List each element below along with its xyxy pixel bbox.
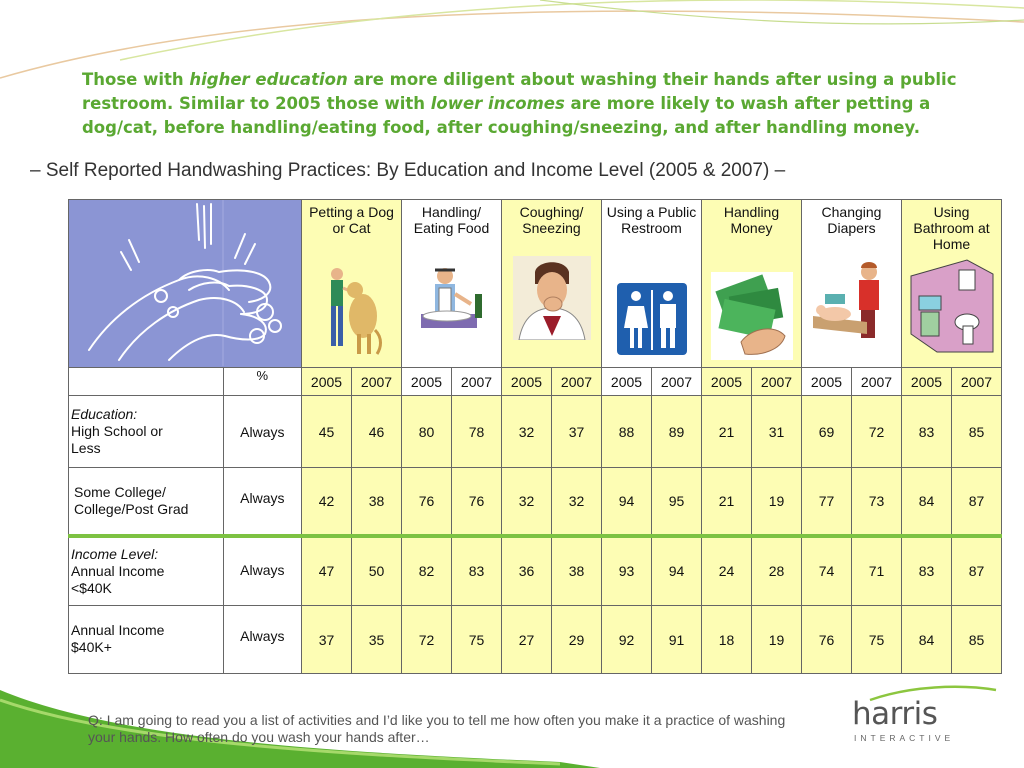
year-label: 2007 bbox=[652, 368, 702, 396]
year-label: 2007 bbox=[952, 368, 1002, 396]
value-cell: 74 bbox=[802, 536, 852, 606]
food-handling-icon bbox=[417, 264, 487, 336]
year-label: 2005 bbox=[402, 368, 452, 396]
year-label: 2007 bbox=[852, 368, 902, 396]
column-title: Handling/ Eating Food bbox=[413, 204, 490, 236]
value-cell: 75 bbox=[452, 606, 502, 674]
row-label bbox=[69, 606, 224, 674]
value-cell: 42 bbox=[302, 468, 352, 536]
year-label: 2007 bbox=[752, 368, 802, 396]
measure-label: Always bbox=[223, 536, 301, 606]
home-bathroom-icon bbox=[907, 256, 997, 356]
table-row bbox=[69, 536, 1002, 606]
value-cell: 38 bbox=[552, 536, 602, 606]
column-header-petting bbox=[302, 200, 402, 368]
value-cell: 31 bbox=[752, 396, 802, 468]
group-label: Education: bbox=[71, 406, 138, 422]
value-cell: 72 bbox=[402, 606, 452, 674]
value-cell: 95 bbox=[652, 468, 702, 536]
washing-hands-icon bbox=[69, 200, 301, 366]
value-cell: 19 bbox=[752, 606, 802, 674]
value-cell: 27 bbox=[502, 606, 552, 674]
value-cell: 83 bbox=[902, 396, 952, 468]
value-cell: 36 bbox=[502, 536, 552, 606]
value-cell: 89 bbox=[652, 396, 702, 468]
year-label: 2005 bbox=[302, 368, 352, 396]
value-cell: 69 bbox=[802, 396, 852, 468]
value-cell: 21 bbox=[702, 396, 752, 468]
value-cell: 29 bbox=[552, 606, 602, 674]
row-label bbox=[69, 396, 224, 468]
value-cell: 78 bbox=[452, 396, 502, 468]
value-cell: 35 bbox=[352, 606, 402, 674]
value-cell: 71 bbox=[852, 536, 902, 606]
column-title: Using Bathroom at Home bbox=[913, 204, 990, 252]
value-cell: 37 bbox=[552, 396, 602, 468]
column-title: Using a Public Restroom bbox=[606, 204, 697, 236]
handwashing-illustration-panel bbox=[69, 200, 302, 368]
harris-logo bbox=[850, 688, 1000, 748]
value-cell: 91 bbox=[652, 606, 702, 674]
restroom-sign-icon bbox=[616, 282, 688, 356]
value-cell: 83 bbox=[902, 536, 952, 606]
value-cell: 19 bbox=[752, 468, 802, 536]
column-title: Changing Diapers bbox=[821, 204, 882, 236]
row-label bbox=[69, 536, 224, 606]
table-row bbox=[69, 606, 1002, 674]
year-label: 2005 bbox=[902, 368, 952, 396]
value-cell: 18 bbox=[702, 606, 752, 674]
value-cell: 82 bbox=[402, 536, 452, 606]
row-label-text: Some College/ College/Post Grad bbox=[74, 483, 189, 517]
measure-label: Always bbox=[223, 606, 301, 674]
value-cell: 46 bbox=[352, 396, 402, 468]
table-row bbox=[69, 468, 1002, 536]
table-subtitle: – Self Reported Handwashing Practices: By Education and Income Level (2005 & 2007) – bbox=[30, 160, 786, 181]
measure-label: Always bbox=[223, 396, 301, 468]
group-label: Income Level: bbox=[71, 545, 159, 562]
value-cell: 38 bbox=[352, 468, 402, 536]
measure-label: Always bbox=[223, 468, 301, 536]
year-label: 2007 bbox=[552, 368, 602, 396]
money-in-hand-icon bbox=[711, 272, 793, 360]
row-label-text: Annual Income <$40K bbox=[71, 562, 165, 596]
value-cell: 80 bbox=[402, 396, 452, 468]
percent-label: % bbox=[223, 368, 301, 396]
year-label: 2005 bbox=[502, 368, 552, 396]
value-cell: 32 bbox=[502, 396, 552, 468]
row-label-text: Annual Income $40K+ bbox=[71, 622, 165, 655]
value-cell: 93 bbox=[602, 536, 652, 606]
year-label: 2005 bbox=[702, 368, 752, 396]
value-cell: 94 bbox=[602, 468, 652, 536]
value-cell: 75 bbox=[852, 606, 902, 674]
value-cell: 73 bbox=[852, 468, 902, 536]
column-header-home-bathroom bbox=[902, 200, 1002, 368]
year-label: 2005 bbox=[802, 368, 852, 396]
year-row bbox=[69, 368, 1002, 396]
value-cell: 47 bbox=[302, 536, 352, 606]
value-cell: 84 bbox=[902, 606, 952, 674]
column-header-money bbox=[702, 200, 802, 368]
dog-petting-icon bbox=[317, 264, 387, 362]
value-cell: 85 bbox=[952, 606, 1002, 674]
value-cell: 72 bbox=[852, 396, 902, 468]
value-cell: 84 bbox=[902, 468, 952, 536]
column-header-restroom bbox=[602, 200, 702, 368]
column-header-diapers bbox=[802, 200, 902, 368]
value-cell: 50 bbox=[352, 536, 402, 606]
row-label-blank bbox=[69, 368, 224, 396]
diaper-changing-icon bbox=[807, 256, 897, 340]
year-label: 2007 bbox=[352, 368, 402, 396]
survey-question: Q: I am going to read you a list of activities and I’d like you to tell me how often you make it a practice of washing your hands. How often do you wash your hands after… bbox=[88, 712, 786, 745]
coughing-man-icon bbox=[513, 256, 591, 340]
handwashing-table bbox=[68, 199, 1002, 674]
value-cell: 28 bbox=[752, 536, 802, 606]
value-cell: 37 bbox=[302, 606, 352, 674]
column-title: Coughing/ Sneezing bbox=[519, 204, 584, 236]
value-cell: 87 bbox=[952, 536, 1002, 606]
headline: Those with higher education are more diligent about washing their hands after using a public restroom. Similar to 2005 those with lower incomes are more likely to wash after petting a dog/cat, before handling/eating food, after coughing/sneezing, and after handling money. bbox=[82, 70, 957, 137]
column-header-food bbox=[402, 200, 502, 368]
value-cell: 88 bbox=[602, 396, 652, 468]
value-cell: 45 bbox=[302, 396, 352, 468]
value-cell: 76 bbox=[402, 468, 452, 536]
value-cell: 94 bbox=[652, 536, 702, 606]
column-title: Handling Money bbox=[723, 204, 780, 236]
value-cell: 92 bbox=[602, 606, 652, 674]
logo-name: harris bbox=[852, 696, 938, 732]
value-cell: 76 bbox=[452, 468, 502, 536]
logo-subtitle: INTERACTIVE bbox=[854, 733, 955, 743]
value-cell: 24 bbox=[702, 536, 752, 606]
column-header-coughing bbox=[502, 200, 602, 368]
value-cell: 77 bbox=[802, 468, 852, 536]
value-cell: 85 bbox=[952, 396, 1002, 468]
column-title: Petting a Dog or Cat bbox=[309, 204, 394, 236]
value-cell: 76 bbox=[802, 606, 852, 674]
row-label-text: High School or Less bbox=[71, 423, 163, 456]
value-cell: 21 bbox=[702, 468, 752, 536]
year-label: 2005 bbox=[602, 368, 652, 396]
value-cell: 32 bbox=[502, 468, 552, 536]
table-row bbox=[69, 396, 1002, 468]
value-cell: 83 bbox=[452, 536, 502, 606]
row-label bbox=[69, 468, 224, 536]
value-cell: 87 bbox=[952, 468, 1002, 536]
year-label: 2007 bbox=[452, 368, 502, 396]
value-cell: 32 bbox=[552, 468, 602, 536]
